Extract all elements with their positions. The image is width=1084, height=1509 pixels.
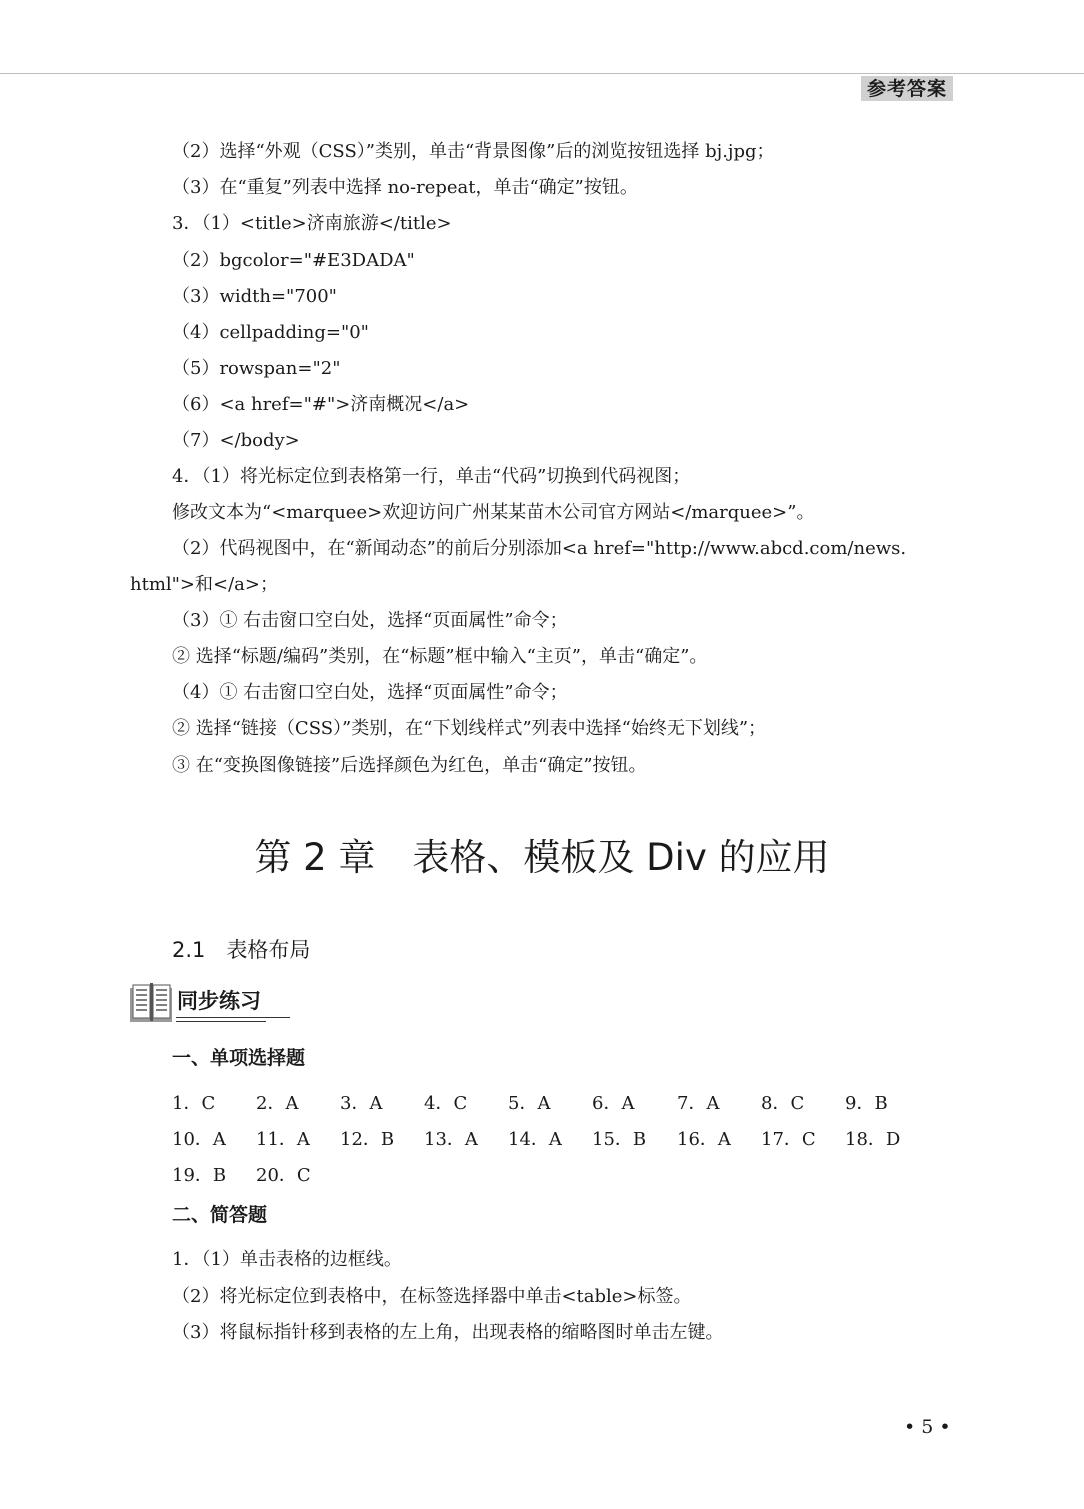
answer-line: （2）将光标定位到表格中，在标签选择器中单击<table>标签。 [172, 1286, 692, 1307]
answer-line: （2）代码视图中，在“新闻动态”的前后分别添加<a href="http://www.abcd.com/news. [172, 538, 907, 559]
open-book-icon [130, 982, 174, 1024]
answer-line: ② 选择“标题/编码”类别，在“标题”框中输入“主页”，单击“确定”。 [172, 646, 708, 667]
banner-underline [176, 1021, 266, 1022]
answer-item: 15．B [592, 1129, 647, 1150]
sync-practice-banner [130, 982, 300, 1026]
answer-line: （3）width="700" [172, 286, 337, 307]
answer-item: 6．A [592, 1093, 635, 1114]
answer-line: （3）将鼠标指针移到表格的左上角，出现表格的缩略图时单击左键。 [172, 1322, 724, 1343]
answer-line: html">和</a>； [130, 574, 278, 595]
answer-item: 10．A [172, 1129, 226, 1150]
answer-line: 4．（1）将光标定位到表格第一行，单击“代码”切换到代码视图； [172, 466, 691, 487]
answer-line: （4）cellpadding="0" [172, 322, 369, 343]
answer-item: 8．C [761, 1093, 805, 1114]
answer-item: 11．A [256, 1129, 310, 1150]
answer-line: 1．（1）单击表格的边框线。 [172, 1249, 402, 1270]
answer-item: 18．D [845, 1129, 901, 1150]
running-header-tag: 参考答案 [861, 76, 953, 101]
answer-line: （2）bgcolor="#E3DADA" [172, 250, 415, 271]
answer-line: 修改文本为“<marquee>欢迎访问广州某某苗木公司官方网站</marquee>”。 [172, 502, 815, 523]
answer-item: 2．A [256, 1093, 299, 1114]
answer-line: （2）选择“外观（CSS）”类别，单击“背景图像”后的浏览按钮选择 bj.jpg； [172, 141, 775, 162]
answer-item: 17．C [761, 1129, 816, 1150]
answer-line: （3）在“重复”列表中选择 no-repeat，单击“确定”按钮。 [172, 177, 638, 198]
answer-item: 7．A [677, 1093, 720, 1114]
page-number: • 5 • [904, 1416, 951, 1438]
header-rule [0, 73, 1084, 74]
answer-line: 3．（1）<title>济南旅游</title> [172, 213, 452, 234]
answer-line: （6）<a href="#">济南概况</a> [172, 394, 470, 415]
answer-item: 5．A [508, 1093, 551, 1114]
sync-practice-label: 同步练习 [177, 989, 261, 1013]
answer-line: （7）</body> [172, 430, 300, 451]
answer-item: 16．A [677, 1129, 731, 1150]
answer-item: 19．B [172, 1165, 227, 1186]
answer-item: 9．B [845, 1093, 888, 1114]
answer-line: ② 选择“链接（CSS）”类别，在“下划线样式”列表中选择“始终无下划线”； [172, 718, 767, 739]
answer-item: 13．A [424, 1129, 478, 1150]
answer-item: 4．C [424, 1093, 468, 1114]
answer-item: 3．A [340, 1093, 383, 1114]
answer-line: （5）rowspan="2" [172, 358, 341, 379]
answer-line: ③ 在“变换图像链接”后选择颜色为红色，单击“确定”按钮。 [172, 755, 647, 776]
answer-line: （4）① 右击窗口空白处，选择“页面属性”命令； [172, 682, 568, 703]
answer-item: 12．B [340, 1129, 395, 1150]
answer-item: 14．A [508, 1129, 562, 1150]
answer-item: 1．C [172, 1093, 216, 1114]
answer-line: （3）① 右击窗口空白处，选择“页面属性”命令； [172, 610, 568, 631]
part-heading-short-answer: 二、简答题 [172, 1204, 268, 1226]
section-title: 2.1 表格布局 [172, 938, 311, 962]
chapter-title: 第 2 章 表格、模板及 Div 的应用 [254, 836, 830, 879]
answer-item: 20．C [256, 1165, 311, 1186]
part-heading-multiple-choice: 一、单项选择题 [172, 1047, 306, 1069]
banner-underline [176, 1017, 290, 1018]
